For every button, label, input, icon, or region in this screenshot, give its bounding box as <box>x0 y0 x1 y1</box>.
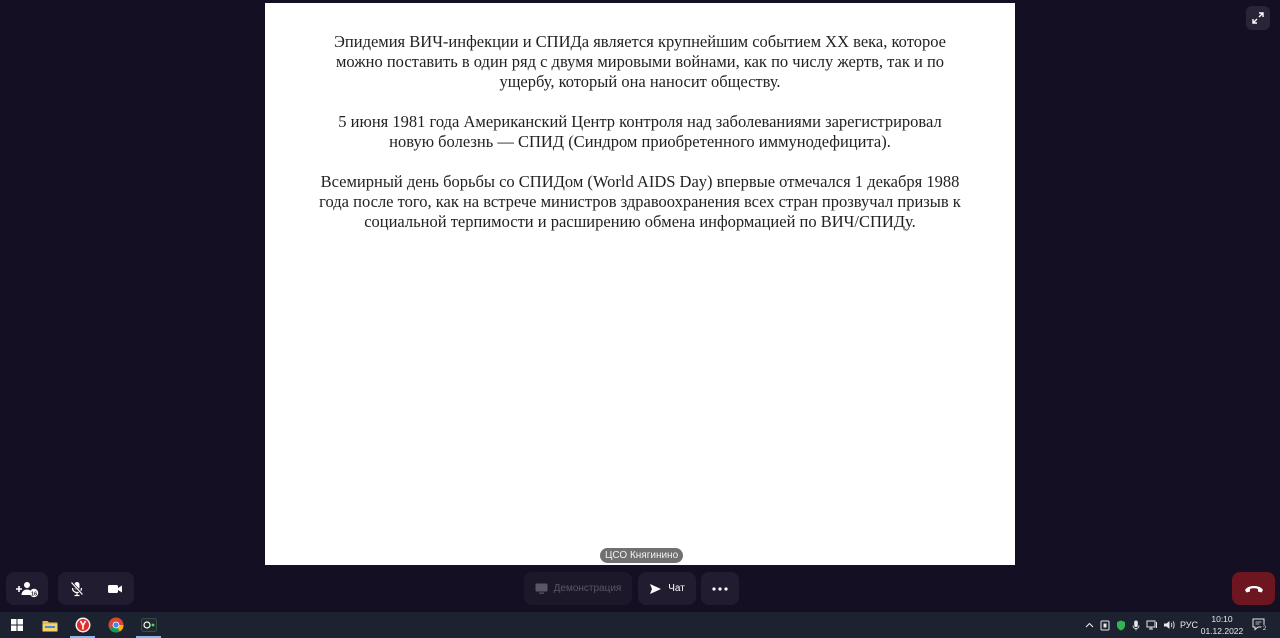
notification-count: 2 <box>1262 626 1267 632</box>
tray-security-button[interactable] <box>1114 612 1128 638</box>
file-explorer-icon <box>42 619 58 632</box>
microphone-icon <box>1132 620 1140 631</box>
taskbar-yandex-browser[interactable] <box>66 612 99 638</box>
tray-overflow-button[interactable] <box>1082 612 1096 638</box>
notification-icon <box>1252 618 1268 632</box>
chrome-icon <box>108 617 124 633</box>
media-controls-group <box>58 572 134 605</box>
slide-paragraph-1: Эпидемия ВИЧ-инфекции и СПИДа является крупнейшим событием XX века, которое можно поставить в один ряд с двумя мировыми войнами, как по числу жертв, так и по ущербу, который она наносит обществу. <box>334 32 946 91</box>
taskbar-file-explorer[interactable] <box>33 612 66 638</box>
video-call-app-icon <box>141 618 157 632</box>
tray-volume-button[interactable] <box>1161 612 1177 638</box>
taskbar-chrome[interactable] <box>99 612 132 638</box>
chat-label: Чат <box>668 583 685 594</box>
windows-start-icon <box>11 619 23 631</box>
invite-participants-button[interactable] <box>6 572 48 605</box>
slide-paragraph-3: Всемирный день борьбы со СПИДом (World AIDS Day) впервые отмечался 1 декабря 1988 года после того, как на встрече министров здравоохранения всех стран прозвучал призыв к социальной терпимости и расширению обмена информацией по ВИЧ/СПИДу. <box>319 172 961 231</box>
fullscreen-button[interactable] <box>1246 6 1270 30</box>
microphone-toggle-button[interactable] <box>60 572 94 605</box>
network-icon <box>1146 620 1158 630</box>
send-icon <box>649 583 662 595</box>
add-person-icon <box>14 580 40 598</box>
taskbar-video-call-app[interactable] <box>132 612 165 638</box>
device-icon <box>1100 620 1110 631</box>
screen-share-label: Демонстрация <box>553 583 622 594</box>
windows-taskbar <box>0 612 1280 638</box>
start-button[interactable] <box>0 612 33 638</box>
tray-language-indicator[interactable]: РУС <box>1179 620 1199 630</box>
chevron-up-icon <box>1085 622 1094 628</box>
tray-network-button[interactable] <box>1144 612 1160 638</box>
slide-paragraph-2: 5 июня 1981 года Американский Центр контроля над заболеваниями зарегистрировал новую болезнь — СПИД (Синдром приобретенного иммунодефицита). <box>338 112 942 151</box>
shared-screen-slide <box>265 3 1015 565</box>
speaker-volume-icon <box>1163 620 1176 630</box>
screen-share-icon <box>535 583 548 594</box>
expand-icon <box>1252 12 1264 24</box>
video-camera-icon <box>107 583 123 595</box>
clock-date: 01.12.2022 <box>1200 626 1244 636</box>
phone-hangup-icon <box>1244 584 1264 594</box>
clock-time: 10:10 <box>1211 614 1233 624</box>
action-center-button[interactable] <box>1250 612 1270 638</box>
more-dots-icon <box>712 587 728 591</box>
hangup-button[interactable] <box>1232 572 1275 605</box>
speaker-name-label: ЦСО Княгинино <box>600 548 683 563</box>
camera-toggle-button[interactable] <box>98 572 132 605</box>
yandex-browser-icon <box>75 617 91 633</box>
mic-off-icon <box>70 581 84 597</box>
tray-microphone-button[interactable] <box>1130 612 1142 638</box>
more-options-button[interactable] <box>701 572 739 605</box>
invite-count-badge: 16 <box>30 590 38 597</box>
taskbar-clock[interactable] <box>1196 613 1248 637</box>
shield-icon <box>1116 620 1126 631</box>
chat-button[interactable] <box>638 572 696 605</box>
tray-device-button[interactable] <box>1098 612 1112 638</box>
screen-share-button[interactable] <box>524 572 632 605</box>
